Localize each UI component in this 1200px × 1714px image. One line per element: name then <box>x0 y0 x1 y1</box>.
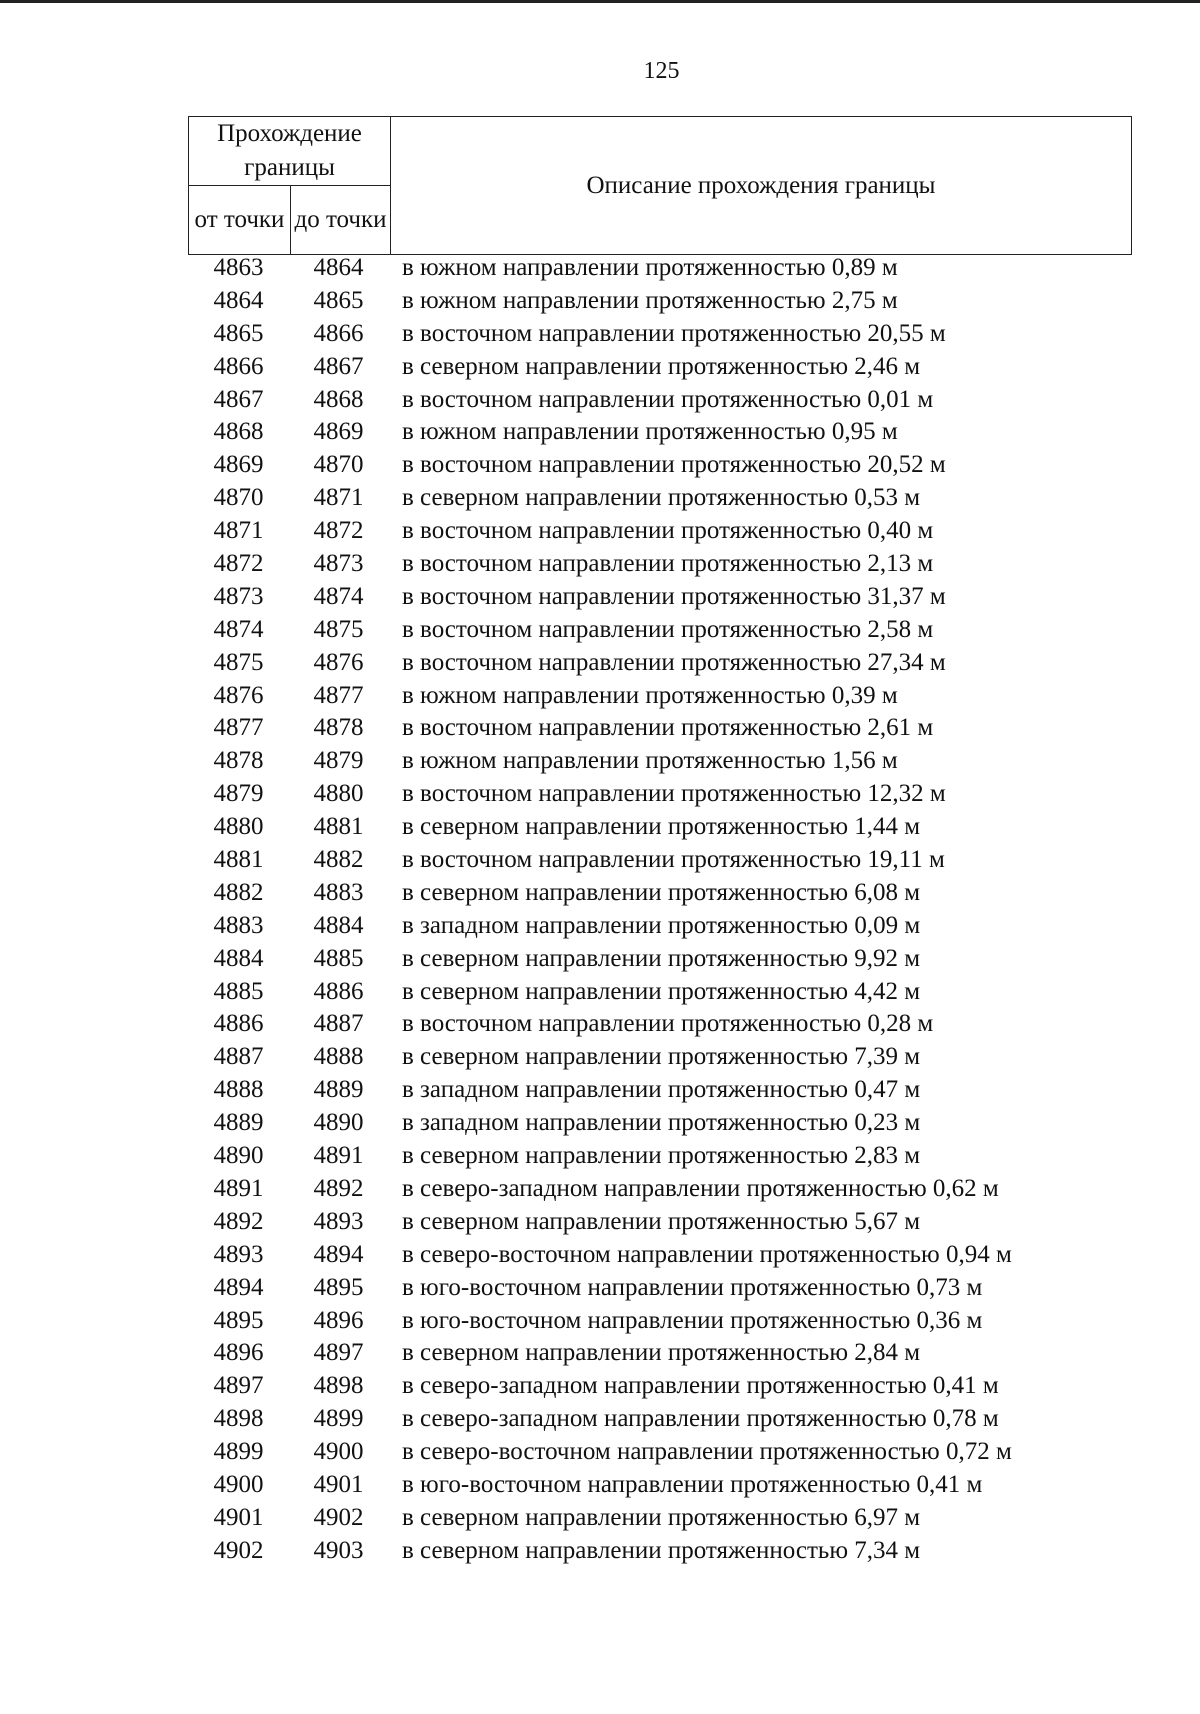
table-row <box>188 614 1132 647</box>
description-cell: в восточном направлении протяженностью 0,28 м <box>402 1010 934 1038</box>
from-point-cell: 4882 <box>213 878 264 906</box>
from-point-cell: 4875 <box>213 648 264 676</box>
from-point-cell: 4887 <box>213 1043 264 1071</box>
from-point-cell: 4891 <box>213 1174 264 1202</box>
table-row <box>188 1239 1132 1272</box>
to-point-cell: 4895 <box>313 1273 364 1301</box>
from-point-cell: 4863 <box>213 254 264 281</box>
table-row <box>188 1074 1132 1107</box>
to-point-cell: 4886 <box>313 977 364 1005</box>
to-point-cell: 4872 <box>313 517 364 545</box>
from-point-cell: 4881 <box>213 846 264 874</box>
description-cell: в восточном направлении протяженностью 31,37 м <box>402 582 946 610</box>
table-row <box>188 384 1132 417</box>
table-row <box>188 581 1132 614</box>
from-point-cell: 4902 <box>213 1536 264 1564</box>
table-row <box>188 1337 1132 1370</box>
to-point-cell: 4885 <box>313 944 364 972</box>
table-row <box>188 877 1132 910</box>
to-point-cell: 4870 <box>313 451 364 479</box>
page-top-rule <box>0 0 1200 3</box>
to-point-cell: 4894 <box>313 1240 364 1268</box>
description-cell: в юго-восточном направлении протяженностью 0,36 м <box>402 1306 983 1334</box>
table-row <box>188 252 1132 285</box>
table-row <box>188 1502 1132 1535</box>
table-row <box>188 449 1132 482</box>
description-cell: в южном направлении протяженностью 0,39 м <box>402 681 898 709</box>
to-point-cell: 4864 <box>313 254 364 281</box>
description-cell: в северном направлении протяженностью 1,44 м <box>402 813 921 841</box>
table-row <box>188 778 1132 811</box>
from-point-cell: 4893 <box>213 1240 264 1268</box>
description-cell: в восточном направлении протяженностью 2,58 м <box>402 615 934 643</box>
from-point-cell: 4877 <box>213 714 264 742</box>
to-point-cell: 4875 <box>313 615 364 643</box>
table-row <box>188 943 1132 976</box>
to-point-cell: 4877 <box>313 681 364 709</box>
description-cell: в северном направлении протяженностью 6,08 м <box>402 878 921 906</box>
table-row <box>188 1403 1132 1436</box>
header-description: Описание прохождения границы <box>391 117 1132 255</box>
to-point-cell: 4876 <box>313 648 364 676</box>
description-cell: в восточном направлении протяженностью 12,32 м <box>402 780 946 808</box>
to-point-cell: 4880 <box>313 780 364 808</box>
table-row <box>188 1370 1132 1403</box>
from-point-cell: 4867 <box>213 385 264 413</box>
description-cell: в восточном направлении протяженностью 20,52 м <box>402 451 946 479</box>
to-point-cell: 4899 <box>313 1405 364 1433</box>
from-point-cell: 4873 <box>213 582 264 610</box>
to-point-cell: 4898 <box>313 1372 364 1400</box>
to-point-cell: 4900 <box>313 1438 364 1466</box>
table-row <box>188 515 1132 548</box>
description-cell: в северо-восточном направлении протяженностью 0,94 м <box>402 1240 1012 1268</box>
to-point-cell: 4902 <box>313 1503 364 1531</box>
from-point-cell: 4874 <box>213 615 264 643</box>
from-point-cell: 4864 <box>213 286 264 314</box>
page-number: 125 <box>643 58 680 84</box>
from-point-cell: 4871 <box>213 517 264 545</box>
from-point-cell: 4889 <box>213 1109 264 1137</box>
description-cell: в северном направлении протяженностью 2,84 м <box>402 1339 921 1367</box>
description-cell: в восточном направлении протяженностью 2,13 м <box>402 550 934 578</box>
header-to-point: до точки <box>291 186 391 255</box>
description-cell: в северном направлении протяженностью 7,39 м <box>402 1043 921 1071</box>
to-point-cell: 4883 <box>313 878 364 906</box>
description-cell: в восточном направлении протяженностью 20,55 м <box>402 319 946 347</box>
table-row <box>188 416 1132 449</box>
table-row <box>188 910 1132 943</box>
table-row <box>188 1206 1132 1239</box>
description-cell: в северо-западном направлении протяженностью 0,41 м <box>402 1372 999 1400</box>
to-point-cell: 4901 <box>313 1470 364 1498</box>
from-point-cell: 4886 <box>213 1010 264 1038</box>
from-point-cell: 4876 <box>213 681 264 709</box>
description-cell: в восточном направлении протяженностью 2,61 м <box>402 714 934 742</box>
to-point-cell: 4868 <box>313 385 364 413</box>
description-cell: в северном направлении протяженностью 6,97 м <box>402 1503 921 1531</box>
to-point-cell: 4889 <box>313 1076 364 1104</box>
description-cell: в восточном направлении протяженностью 0,01 м <box>402 385 934 413</box>
description-cell: в юго-восточном направлении протяженностью 0,41 м <box>402 1470 983 1498</box>
from-point-cell: 4879 <box>213 780 264 808</box>
from-point-cell: 4880 <box>213 813 264 841</box>
from-point-cell: 4884 <box>213 944 264 972</box>
header-boundary-passage: Прохождение границы <box>189 117 391 186</box>
table-row <box>188 811 1132 844</box>
from-point-cell: 4866 <box>213 352 264 380</box>
from-point-cell: 4901 <box>213 1503 264 1531</box>
to-point-cell: 4888 <box>313 1043 364 1071</box>
from-point-cell: 4895 <box>213 1306 264 1334</box>
table-row <box>188 1272 1132 1305</box>
to-point-cell: 4884 <box>313 911 364 939</box>
table-row <box>188 482 1132 515</box>
from-point-cell: 4885 <box>213 977 264 1005</box>
description-cell: в северном направлении протяженностью 9,92 м <box>402 944 921 972</box>
from-point-cell: 4896 <box>213 1339 264 1367</box>
table-row <box>188 318 1132 351</box>
from-point-cell: 4894 <box>213 1273 264 1301</box>
description-cell: в восточном направлении протяженностью 0,40 м <box>402 517 934 545</box>
to-point-cell: 4890 <box>313 1109 364 1137</box>
to-point-cell: 4887 <box>313 1010 364 1038</box>
table-row <box>188 1436 1132 1469</box>
from-point-cell: 4898 <box>213 1405 264 1433</box>
to-point-cell: 4873 <box>313 550 364 578</box>
from-point-cell: 4872 <box>213 550 264 578</box>
description-cell: в восточном направлении протяженностью 27,34 м <box>402 648 946 676</box>
description-cell: в северном направлении протяженностью 5,67 м <box>402 1207 921 1235</box>
table-row <box>188 1305 1132 1338</box>
from-point-cell: 4865 <box>213 319 264 347</box>
to-point-cell: 4878 <box>313 714 364 742</box>
table-row <box>188 548 1132 581</box>
boundary-table-header <box>188 116 1132 255</box>
description-cell: в западном направлении протяженностью 0,23 м <box>402 1109 921 1137</box>
table-row <box>188 680 1132 713</box>
from-point-cell: 4892 <box>213 1207 264 1235</box>
to-point-cell: 4866 <box>313 319 364 347</box>
description-cell: в южном направлении протяженностью 0,89 м <box>402 254 898 281</box>
table-row <box>188 1041 1132 1074</box>
from-point-cell: 4900 <box>213 1470 264 1498</box>
to-point-cell: 4891 <box>313 1142 364 1170</box>
from-point-cell: 4869 <box>213 451 264 479</box>
table-row <box>188 1469 1132 1502</box>
from-point-cell: 4868 <box>213 418 264 446</box>
from-point-cell: 4897 <box>213 1372 264 1400</box>
description-cell: в северо-западном направлении протяженностью 0,78 м <box>402 1405 999 1433</box>
to-point-cell: 4896 <box>313 1306 364 1334</box>
to-point-cell: 4903 <box>313 1536 364 1564</box>
description-cell: в западном направлении протяженностью 0,09 м <box>402 911 921 939</box>
to-point-cell: 4897 <box>313 1339 364 1367</box>
description-cell: в северо-западном направлении протяженностью 0,62 м <box>402 1174 999 1202</box>
description-cell: в северном направлении протяженностью 7,34 м <box>402 1536 921 1564</box>
description-cell: в северном направлении протяженностью 0,53 м <box>402 484 921 512</box>
description-cell: в южном направлении протяженностью 1,56 м <box>402 747 898 775</box>
description-cell: в северном направлении протяженностью 2,83 м <box>402 1142 921 1170</box>
description-cell: в северо-восточном направлении протяженностью 0,72 м <box>402 1438 1012 1466</box>
from-point-cell: 4899 <box>213 1438 264 1466</box>
from-point-cell: 4890 <box>213 1142 264 1170</box>
to-point-cell: 4871 <box>313 484 364 512</box>
to-point-cell: 4869 <box>313 418 364 446</box>
to-point-cell: 4865 <box>313 286 364 314</box>
to-point-cell: 4881 <box>313 813 364 841</box>
table-row <box>188 1140 1132 1173</box>
table-row <box>188 647 1132 680</box>
description-cell: в западном направлении протяженностью 0,47 м <box>402 1076 921 1104</box>
table-row <box>188 1535 1132 1568</box>
from-point-cell: 4883 <box>213 911 264 939</box>
table-row <box>188 351 1132 384</box>
description-cell: в южном направлении протяженностью 2,75 м <box>402 286 898 314</box>
to-point-cell: 4874 <box>313 582 364 610</box>
table-row <box>188 844 1132 877</box>
table-row <box>188 1107 1132 1140</box>
from-point-cell: 4870 <box>213 484 264 512</box>
header-from-point: от точки <box>189 186 291 255</box>
boundary-table-body <box>188 252 1132 1568</box>
from-point-cell: 4878 <box>213 747 264 775</box>
from-point-cell: 4888 <box>213 1076 264 1104</box>
description-cell: в восточном направлении протяженностью 19,11 м <box>402 846 945 874</box>
to-point-cell: 4867 <box>313 352 364 380</box>
description-cell: в северном направлении протяженностью 4,42 м <box>402 977 921 1005</box>
to-point-cell: 4882 <box>313 846 364 874</box>
to-point-cell: 4879 <box>313 747 364 775</box>
description-cell: в северном направлении протяженностью 2,46 м <box>402 352 921 380</box>
description-cell: в южном направлении протяженностью 0,95 м <box>402 418 898 446</box>
table-row <box>188 1173 1132 1206</box>
description-cell: в юго-восточном направлении протяженностью 0,73 м <box>402 1273 983 1301</box>
table-row <box>188 285 1132 318</box>
table-row <box>188 745 1132 778</box>
table-row <box>188 1008 1132 1041</box>
table-row <box>188 712 1132 745</box>
table-row <box>188 976 1132 1009</box>
to-point-cell: 4893 <box>313 1207 364 1235</box>
to-point-cell: 4892 <box>313 1174 364 1202</box>
